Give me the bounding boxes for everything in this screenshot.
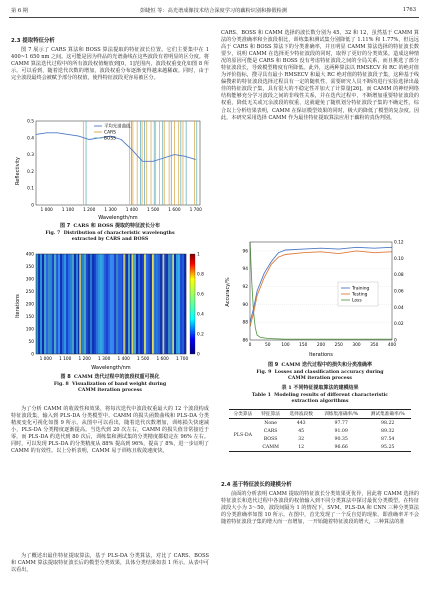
fig9-x-tick-label: 350 bbox=[370, 343, 379, 348]
fig9-legend-training: Training bbox=[352, 286, 370, 292]
fig8-heatmap-column bbox=[68, 254, 70, 354]
fig9-xlabel: Iterations bbox=[309, 352, 333, 358]
section-heading-2-4: 2.4 基于特征波长的建模分析 bbox=[221, 482, 292, 488]
fig8-y-tick-label: 100 bbox=[25, 327, 34, 333]
figure-8-chart bbox=[10, 248, 210, 372]
fig8-heatmap-column bbox=[134, 254, 136, 354]
fig8-heatmap-column bbox=[52, 254, 54, 354]
fig8-x-tick-label: 1 600 bbox=[156, 357, 169, 362]
right-paragraph-1 bbox=[221, 30, 419, 122]
fig8-heatmap-band bbox=[123, 254, 125, 354]
table-header-test-acc: 测试集准确率/% bbox=[364, 410, 411, 419]
fig8-heatmap-column bbox=[140, 254, 142, 354]
fig9-legend-testing: Testing bbox=[352, 292, 368, 298]
fig7-x-ticks bbox=[40, 207, 202, 213]
fig9-y2-tick-label: 0.04 bbox=[394, 305, 404, 311]
fig8-y-ticks bbox=[26, 252, 34, 358]
header-rule bbox=[9, 17, 419, 18]
fig8-heatmap-column bbox=[94, 254, 96, 354]
fig8-caption-cn-text: CAMM 迭代过程中的波段权重可视化 bbox=[73, 374, 160, 380]
fig9-caption-en-line1: Losses and classification accuracy during bbox=[274, 370, 384, 375]
table-cell: BOSS bbox=[263, 436, 278, 442]
left-paragraph-3-text: 为了概述出最佳特征提取算法，基于 PLS-DA 分类算法，对比了 CARS、BOSS 和 CAMM 算法提取特征波长后的模型分类效果，具体分类结果如表 1 所示。从表中可以看出， bbox=[11, 553, 209, 574]
fig8-heatmap-column bbox=[74, 254, 76, 354]
figure-7-chart bbox=[10, 111, 210, 221]
fig8-y-tick-label: 0 bbox=[31, 352, 34, 358]
fig8-heatmap-column bbox=[48, 254, 50, 354]
left-paragraph-1-text: 图 7 展示了 CARS 算法和 BOSS 算法提取的特征波长位置。它们主要集中在 1 400~1 650 nm 之间。这可能是因为样品的光谱曲线在这些波段有着明显的区分度。将 CAMM 算法迭代过程中的所有波段权值缩放到[0，1]范围内，波段权重变化如图 8 所示。可以看到，随着迭代次数的增加，波段权重分布逐渐变得越来越稀疏。同时，由于完全波段最终会被赋予部分的权值，使得特征波段更容易被区分。 bbox=[11, 47, 209, 82]
table-cell: CARS bbox=[263, 428, 278, 434]
fig8-x-ticks bbox=[40, 356, 189, 362]
fig8-caption-cn-label: 图 8 bbox=[60, 374, 71, 380]
fig8-heatmap-column bbox=[180, 254, 182, 354]
fig8-heatmap-column bbox=[96, 254, 98, 354]
fig8-colorbar-tick-label: 0.6 bbox=[197, 292, 204, 298]
fig7-x-tick-label: 1 100 bbox=[61, 208, 75, 213]
table-header-feature: 特征算法 bbox=[257, 410, 285, 419]
fig8-heatmap-column bbox=[160, 254, 162, 354]
fig8-heatmap-column bbox=[138, 254, 140, 354]
fig9-y-tick-label: 90 bbox=[242, 302, 248, 308]
table-header-row bbox=[229, 410, 411, 419]
fig8-x-tick-label: 1 400 bbox=[117, 357, 130, 362]
table-header-model: 分类算法 bbox=[229, 410, 257, 419]
figure-9-caption-cn bbox=[221, 362, 419, 369]
fig8-heatmap-column bbox=[76, 254, 78, 354]
fig7-x-tick-label: 1 500 bbox=[146, 208, 160, 213]
fig8-x-tick-label: 1 300 bbox=[98, 357, 111, 362]
fig8-heatmap-band bbox=[172, 254, 174, 354]
table-cell: 90.35 bbox=[334, 436, 348, 442]
fig7-ylabel: Reflectivity bbox=[15, 157, 21, 185]
running-header-page: 1763 bbox=[402, 7, 416, 13]
table-cell-model: PLS-DA bbox=[229, 419, 257, 452]
right-paragraph-2-text: 前面的分析表明 CAMM 提取的特征波长分类效果更优异，因此将 CAMM 选择的特征波长和迭代过程中各波段的权值输入到不同分类算法中探讨最优分类模型。在特征波段大小为 3～50，波段间隔为 1 的情况下，SVM、PLS-DA 和 CNN 三种分类算法的分类准确率如图 10 所示。在图中，首先发现了一个反自觉的现象，即准确率并不会随着特征波段子集的增大而一直增加，一开始随着特征波段的增大，三种算法的准 bbox=[221, 491, 419, 526]
fig8-heatmap-column bbox=[116, 254, 118, 354]
fig9-x-tick-label: 200 bbox=[316, 343, 326, 348]
fig8-colorbar-tick-label: 0.2 bbox=[197, 332, 204, 338]
fig9-y-tick-label: 88 bbox=[242, 320, 248, 326]
fig7-cars-lines bbox=[83, 121, 194, 205]
fig8-heatmap-column bbox=[176, 254, 178, 354]
table-header-train-acc: 训练集准确率/% bbox=[318, 410, 365, 419]
fig8-y-tick-label: 400 bbox=[25, 252, 34, 258]
fig7-y-tick-label: 0.5 bbox=[27, 119, 34, 125]
table-cell: None bbox=[264, 420, 277, 426]
fig8-heatmap-column bbox=[170, 254, 172, 354]
fig8-heatmap-column bbox=[58, 254, 60, 354]
fig9-y2-tick-label: 0.08 bbox=[394, 273, 404, 279]
fig7-caption-cn-text: CARS 和 BOSS 提取的特征波长分布 bbox=[73, 223, 161, 229]
fig7-x-tick-label: 1 300 bbox=[104, 208, 117, 213]
table-1-title-cn: 表 1 不同特征提取算法的建模结果 bbox=[281, 385, 359, 391]
fig8-colorbar bbox=[190, 254, 195, 354]
fig9-y2-tick-label: 0.02 bbox=[394, 322, 404, 328]
fig8-heatmap-column bbox=[40, 254, 42, 354]
fig8-x-tick-label: 1 200 bbox=[78, 357, 91, 362]
fig9-y2-tick-label: 0 bbox=[394, 338, 397, 344]
left-paragraph-1 bbox=[11, 47, 209, 82]
table-row bbox=[229, 443, 411, 452]
fig9-x-tick-label: 0 bbox=[248, 343, 252, 348]
left-paragraph-2-text: 为了分析 CAMM 的收敛性和效果，将每次迭代中波段权重最大的 12 个波段构成特征波段集，输入到 PLS-DA 分类模型中。CAMM 的损失函数曲线和 PLS-DA 分类精度变化可视化如图 9 所示。从图中可以看出，随着迭代次数增加，训练损失快速减小，PLS-DA 分类精度逐渐提高。当迭代到 20 次左右，CAMM 的损失值非常接近于零，而 PLS-DA 约迭代到 80 次后，训练集和测试集的分类精度都稳定在 96% 左右。同时，可以发现 PLS-DA 的分类精度从 88% 提高到 96%，提高了 8%，进一步证明了 CAMM 的有效性。以上分析表明，CAMM 易于训练且收敛速度快。 bbox=[11, 406, 209, 455]
fig8-heatmap-column bbox=[72, 254, 74, 354]
fig8-heatmap-column bbox=[128, 254, 130, 354]
fig8-y-tick-label: 150 bbox=[25, 315, 34, 320]
fig8-heatmap-column bbox=[88, 254, 90, 354]
table-cell: 91.09 bbox=[334, 428, 348, 434]
fig8-heatmap-band bbox=[144, 254, 146, 354]
fig9-y-tick-label: 96 bbox=[242, 249, 248, 255]
fig8-heatmap-column bbox=[182, 254, 184, 354]
table-cell: 95.25 bbox=[364, 443, 411, 452]
table-cell: 12 bbox=[284, 443, 317, 452]
figure-8-caption-cn bbox=[11, 374, 209, 381]
fig8-xlabel: Wavelength/nm bbox=[91, 365, 131, 371]
running-header-volume: 第 6 期 bbox=[11, 8, 28, 14]
right-paragraph-2 bbox=[221, 491, 419, 526]
fig9-x-tick-label: 300 bbox=[352, 343, 361, 348]
fig8-y-tick-label: 50 bbox=[28, 340, 34, 345]
fig8-heatmap-column bbox=[38, 254, 40, 354]
fig8-x-tick-label: 1 500 bbox=[136, 357, 150, 362]
fig8-heatmap-band bbox=[131, 254, 133, 354]
fig8-heatmap-column bbox=[42, 254, 44, 354]
fig7-x-tick-label: 1 000 bbox=[40, 208, 53, 213]
table-1-title-en bbox=[221, 393, 419, 405]
fig8-heatmap-column bbox=[164, 254, 166, 354]
fig8-heatmap-column bbox=[178, 254, 180, 354]
table-row bbox=[229, 419, 411, 428]
fig8-heatmap-column bbox=[158, 254, 160, 354]
fig8-y-tick-label: 200 bbox=[25, 302, 34, 308]
table-header-bands: 选择波段数 bbox=[284, 410, 317, 419]
fig9-y-tick-label: 86 bbox=[242, 338, 248, 344]
fig8-heatmap-column bbox=[102, 254, 104, 354]
table1-title-en-label: Table 1 bbox=[251, 393, 271, 398]
fig8-heatmap-column bbox=[104, 254, 106, 354]
table-row bbox=[229, 427, 411, 435]
table1-title-en-line1: Modeling results of different characteristic bbox=[274, 393, 389, 398]
fig9-x-tick-label: 100 bbox=[281, 343, 290, 348]
fig7-x-tick-label: 1 400 bbox=[125, 208, 139, 213]
fig7-legend-boss: BOSS bbox=[104, 136, 116, 142]
fig9-y2-tick-label: 0.06 bbox=[394, 289, 404, 295]
fig9-x-tick-label: 50 bbox=[265, 343, 271, 348]
left-paragraph-3 bbox=[11, 553, 209, 574]
fig8-x-tick-label: 1 700 bbox=[175, 357, 189, 362]
fig8-heatmap-column bbox=[150, 254, 152, 354]
fig8-heatmap-column bbox=[64, 254, 66, 354]
fig8-heatmap-column bbox=[120, 254, 122, 354]
fig8-heatmap-column bbox=[108, 254, 110, 354]
fig8-heatmap-column bbox=[110, 254, 112, 354]
table-cell: 98.22 bbox=[381, 420, 395, 426]
fig9-legend-loss: Loss bbox=[352, 298, 362, 304]
fig7-y-tick-label: 0.4 bbox=[27, 136, 34, 142]
fig8-heatmap-stripes bbox=[36, 254, 186, 354]
fig8-heatmap-band bbox=[163, 254, 165, 354]
fig7-x-tick-label: 1 200 bbox=[83, 208, 96, 213]
fig9-x-ticks bbox=[249, 342, 397, 348]
left-paragraph-2 bbox=[11, 406, 209, 455]
fig7-y-tick-label: 0.3 bbox=[27, 153, 34, 159]
table1-title-en-line2: extraction algorithms bbox=[291, 399, 349, 405]
fig7-y-tick-label: 0.2 bbox=[27, 169, 34, 175]
figure-8-caption-en bbox=[11, 382, 209, 394]
fig8-heatmap-column bbox=[44, 254, 46, 354]
figure-9-caption-en bbox=[221, 370, 419, 382]
fig8-heatmap-column bbox=[98, 254, 100, 354]
fig8-heatmap-band bbox=[79, 254, 81, 354]
table-cell: 87.54 bbox=[381, 436, 395, 442]
fig8-colorbar-tick-label: 0.8 bbox=[197, 272, 204, 278]
fig7-legend bbox=[94, 123, 131, 142]
figure-7-caption-en bbox=[11, 231, 209, 243]
fig8-colorbar-tick-label: 0 bbox=[197, 352, 200, 358]
fig9-x-tick-label: 400 bbox=[387, 343, 397, 348]
fig8-heatmap-column bbox=[126, 254, 128, 354]
fig9-caption-en-label: Fig. 9 bbox=[256, 370, 272, 375]
fig8-x-tick-label: 1 100 bbox=[59, 357, 72, 362]
fig8-ylabel: Iterations bbox=[15, 294, 21, 318]
fig8-heatmap-column bbox=[54, 254, 56, 354]
fig9-ylabel: Accuracy/% bbox=[225, 277, 231, 307]
fig9-caption-cn-text: CAMM 迭代过程中的损失和分类准确率 bbox=[281, 362, 373, 368]
fig8-heatmap-column bbox=[100, 254, 102, 354]
fig8-heatmap-band bbox=[152, 254, 154, 354]
fig7-caption-en-line2: extracted by CARS and BOSS bbox=[71, 237, 149, 243]
fig8-colorbar-ticks bbox=[197, 252, 204, 358]
fig8-heatmap-column bbox=[106, 254, 108, 354]
fig8-heatmap-column bbox=[156, 254, 158, 354]
fig9-legend bbox=[338, 282, 378, 306]
fig8-heatmap-column bbox=[166, 254, 168, 354]
table-cell: 443 bbox=[296, 420, 306, 426]
fig8-heatmap-column bbox=[86, 254, 88, 354]
fig8-colorbar-tick-label: 1 bbox=[197, 252, 200, 258]
fig8-heatmap-column bbox=[90, 254, 92, 354]
fig7-y-ticks bbox=[27, 119, 34, 209]
fig8-heatmap-column bbox=[66, 254, 68, 354]
fig8-y-tick-label: 350 bbox=[25, 265, 34, 270]
fig8-heatmap-column bbox=[168, 254, 170, 354]
fig9-y2-tick-label: 0.12 bbox=[394, 240, 404, 246]
fig8-y-tick-label: 300 bbox=[25, 277, 34, 283]
fig8-heatmap-column bbox=[62, 254, 64, 354]
fig8-heatmap-column bbox=[154, 254, 156, 354]
fig9-y-tick-label: 94 bbox=[242, 267, 248, 273]
fig8-caption-en-line1: Visualization of band weight during bbox=[72, 382, 167, 387]
fig7-x-tick-label: 1 700 bbox=[189, 208, 202, 213]
fig7-xlabel: Wavelength/nm bbox=[98, 215, 138, 221]
table-cell: 89.32 bbox=[381, 428, 395, 434]
table-row bbox=[229, 435, 411, 443]
fig7-boss-lines bbox=[86, 121, 197, 205]
figure-9-chart bbox=[220, 234, 420, 358]
fig8-heatmap-column bbox=[36, 254, 38, 354]
fig7-legend-mean: 平均光谱曲线 bbox=[104, 124, 131, 130]
fig9-y2-tick-label: 0.10 bbox=[394, 256, 404, 262]
fig7-y-tick-label: 0 bbox=[31, 203, 34, 209]
table-cell: 45 bbox=[298, 428, 305, 434]
fig8-heatmap-column bbox=[142, 254, 144, 354]
fig8-heatmap-column bbox=[60, 254, 62, 354]
fig8-y-tick-label: 250 bbox=[25, 290, 34, 295]
fig8-heatmap-column bbox=[70, 254, 72, 354]
fig8-heatmap-column bbox=[112, 254, 114, 354]
running-header-title: 彭睫恒 等：高光谱成像技术结合深度学习的藕粉识别和掺假检测 bbox=[140, 8, 287, 14]
right-paragraph-1-text: CARS、BOSS 和 CAMM 选择的波长数分别为 45、32 和 12，虽然基于 CAMM 算法的分类准确率和全波段相比，训练集和测试集分别降低了 1.11% 和 1.77%，但远远高于 CARS 和 BOSS 算法下的分类准确率，并且明显 CAMM 算法选择的特征波长数要少，说明 CAMM 在选择更少特征波段的同时，取得了更好的分类效果。造成这种情况的原因可能是 CARS 和 BOSS 没有考虑特征波段之间的全局关系，而且挑选了部分特征波段长，导致模型精度有所降低。此外，这两种算法以 RMSECV 和 RC 的绝对值为评价指标，搜寻具有最小 RMSECV 和最大 RC 绝对值的特征波段子集，这种基于线偏搜索的特征波段选择过程具有一定的随机性，需要研究人员不断的进行实验选择出最佳的特征波段子集，具有很大的不稳定性并加大了计算量[26]。而 CAMM 的神经网络结构能够充分学习波段之间的非线性关系，并在迭代过程中，不断增加重要特征波段的权重，降低无关或冗余波段的权重，这就避免了随机划分特征波段子集的不确定性，综合以上分析结果表明，CAMM 在保证模型效果的同时，极大的降低了模型的复杂度。因此，本研究采用选择 CAMM 作为最佳特征提取算法应用于藕粉的真伪判别。 bbox=[221, 30, 419, 121]
fig8-heatmap-column bbox=[114, 254, 116, 354]
fig8-heatmap-column bbox=[56, 254, 58, 354]
fig9-x-tick-label: 250 bbox=[334, 343, 343, 348]
fig7-x-tick-label: 1 600 bbox=[168, 208, 181, 213]
fig8-heatmap-column bbox=[148, 254, 150, 354]
fig8-caption-en-label: Fig. 8 bbox=[53, 382, 69, 387]
fig7-caption-cn-label: 图 7 bbox=[59, 223, 71, 229]
fig9-y-tick-label: 92 bbox=[242, 285, 248, 291]
fig8-heatmap-column bbox=[50, 254, 52, 354]
fig9-caption-cn-label: 图 9 bbox=[267, 362, 279, 368]
fig8-x-tick-label: 1 000 bbox=[39, 357, 52, 362]
section-heading-2-3: 2.3 提取特征分析 bbox=[11, 38, 55, 44]
fig8-colorbar-tick-label: 0.4 bbox=[197, 312, 204, 318]
fig8-heatmap-column bbox=[82, 254, 84, 354]
fig7-legend-cars: CARS bbox=[104, 130, 116, 136]
fig7-caption-en-line1: Distribution of characteristic wavelengths bbox=[63, 231, 175, 236]
fig8-heatmap-column bbox=[84, 254, 86, 354]
table-1 bbox=[229, 409, 411, 452]
fig8-heatmap-column bbox=[174, 254, 176, 354]
table-cell: CAMM bbox=[257, 443, 285, 452]
fig9-y-ticks bbox=[243, 248, 249, 343]
fig8-heatmap-column bbox=[118, 254, 120, 354]
table-cell: 32 bbox=[298, 436, 305, 442]
fig7-y-tick-label: 0.1 bbox=[27, 186, 34, 192]
figure-7-caption-cn bbox=[11, 223, 209, 230]
fig9-x-tick-label: 150 bbox=[299, 343, 308, 348]
fig8-heatmap-column bbox=[146, 254, 148, 354]
fig8-heatmap-column bbox=[136, 254, 138, 354]
fig8-caption-en-line2: CAMM iteration process bbox=[78, 388, 142, 394]
fig7-caption-en-label: Fig. 7 bbox=[45, 231, 61, 236]
table-cell: 96.66 bbox=[318, 443, 365, 452]
fig9-caption-en-line2: CAMM iteration process bbox=[288, 376, 352, 382]
fig8-heatmap-column bbox=[92, 254, 94, 354]
fig9-y2-ticks bbox=[394, 240, 404, 344]
fig8-heatmap-column bbox=[46, 254, 48, 354]
table-cell: 97.77 bbox=[334, 420, 348, 426]
